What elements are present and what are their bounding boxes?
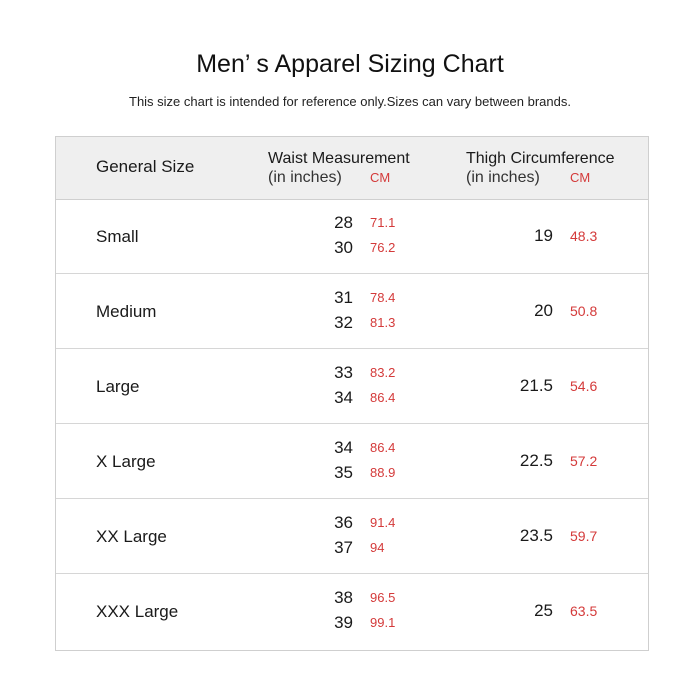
waist-cm: 81.3: [370, 315, 396, 330]
column-header-thigh-unit: (in inches): [466, 169, 540, 186]
table-row: [56, 574, 648, 649]
waist-inches: 36: [334, 513, 353, 532]
thigh-inches: 19: [534, 226, 553, 245]
waist-cm: 76.2: [370, 240, 396, 255]
table-row: [56, 199, 648, 274]
table-row: [56, 424, 648, 499]
size-label: Medium: [96, 302, 157, 321]
waist-inches: 34: [334, 438, 353, 457]
waist-inches: 35: [334, 463, 353, 482]
column-header-waist-cm: CM: [370, 170, 391, 185]
thigh-inches: 25: [534, 601, 553, 620]
size-label: XX Large: [96, 527, 167, 546]
waist-inches: 32: [334, 313, 353, 332]
waist-cm: 86.4: [370, 440, 396, 455]
thigh-cm: 50.8: [570, 303, 598, 319]
thigh-cm: 57.2: [570, 453, 598, 469]
waist-cm: 86.4: [370, 390, 396, 405]
waist-cm: 88.9: [370, 465, 396, 480]
waist-cm: 78.4: [370, 290, 396, 305]
table-row: [56, 499, 648, 574]
column-header-thigh-title: Thigh Circumference: [466, 150, 615, 167]
column-header-waist-unit: (in inches): [268, 169, 342, 186]
thigh-inches: 22.5: [519, 451, 553, 470]
waist-inches: 30: [334, 238, 353, 257]
page-subtitle: This size chart is intended for reference only.Sizes can vary between brands.: [129, 94, 571, 109]
page-title: Men’ s Apparel Sizing Chart: [196, 50, 504, 78]
waist-inches: 31: [334, 288, 353, 307]
thigh-cm: 48.3: [570, 228, 598, 244]
table-row: [56, 349, 648, 424]
size-label: XXX Large: [96, 602, 179, 621]
size-label: X Large: [96, 452, 156, 471]
thigh-inches: 20: [534, 301, 553, 320]
waist-inches: 39: [334, 613, 353, 632]
column-header-thigh: [466, 149, 615, 187]
waist-cm: 99.1: [370, 615, 396, 630]
column-header-waist-title: Waist Measurement: [268, 150, 410, 167]
waist-inches: 37: [334, 538, 353, 557]
waist-cm: 83.2: [370, 365, 396, 380]
thigh-cm: 63.5: [570, 603, 598, 619]
size-label: Small: [96, 227, 139, 246]
thigh-inches: 21.5: [519, 376, 553, 395]
size-label: Large: [96, 377, 140, 396]
waist-cm: 91.4: [370, 515, 396, 530]
waist-inches: 28: [334, 213, 353, 232]
waist-cm: 96.5: [370, 590, 396, 605]
table-row: [56, 274, 648, 349]
column-header-thigh-cm: CM: [570, 170, 591, 185]
waist-cm: 71.1: [370, 215, 396, 230]
thigh-cm: 54.6: [570, 378, 598, 394]
table-header: [56, 137, 648, 200]
thigh-cm: 59.7: [570, 528, 598, 544]
sizing-table: [55, 136, 649, 651]
waist-inches: 34: [334, 388, 353, 407]
waist-cm: 94: [370, 540, 385, 555]
column-header-size: General Size: [96, 157, 195, 176]
thigh-inches: 23.5: [519, 526, 553, 545]
waist-inches: 33: [334, 363, 353, 382]
waist-inches: 38: [334, 588, 353, 607]
